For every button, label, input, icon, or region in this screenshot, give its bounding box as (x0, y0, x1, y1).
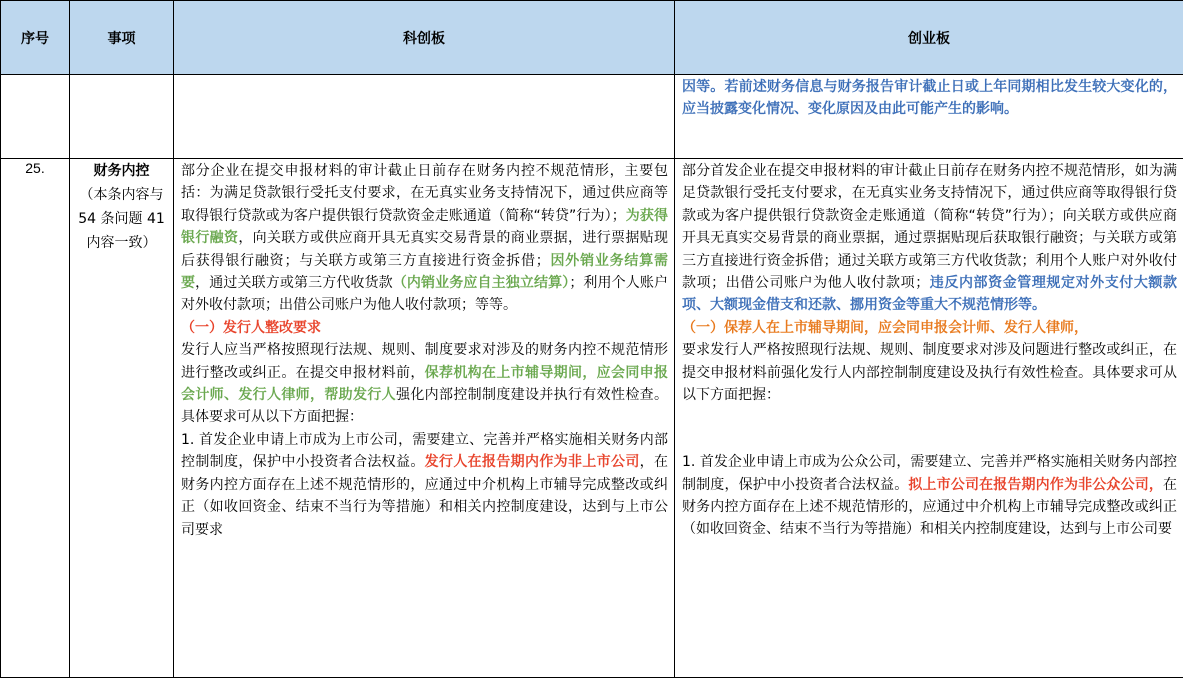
row1-chuangye-text: 因等。若前述财务信息与财务报告审计截止日或上年同期相比发生较大变化的，应当披露变化情况、变化原因及由此可能产生的影响。 (682, 79, 1177, 117)
kc-p1-b: 为获得银行融资 (181, 208, 668, 246)
kc-p2-b: 保荐机构在上市辅导期间，应会同申报会计师、发行人律师，帮助发行人 (181, 365, 668, 403)
kc-p3-b: 发行人在报告期内作为非上市公司 (425, 454, 640, 470)
cy-p1-a: 部分首发企业在提交申报材料的审计截止日前存在财务内控不规范情形，如为满足贷款银行受托支付要求，在无真实业务支持情况下，通过供应商等取得银行贷款或为客户提供银行贷款资金走账通道（简称“转贷”行为）；向关联方或供应商开具无真实交易背景的商业票据，通过票据贴现后获取银行融资；与关联方或第三方直接进行资金拆借；通过关联方或第三方代收货款；利用个人账户对外收付款项；出借公司账户为他人收付款项； (682, 163, 1177, 291)
row2-item (70, 159, 174, 678)
kc-p1-c: ，向关联方或供应商开具无真实交易背景的商业票据，进行票据贴现后获得银行融资；与关联方或第三方直接进行资金拆借； (181, 230, 668, 268)
header-row (1, 1, 1183, 75)
row1-item (70, 75, 174, 159)
kc-p2-c: 强化内部控制制度建设并执行有效性检查。具体要求可从以下方面把握： (181, 387, 668, 425)
row2-no: 25. (1, 159, 70, 678)
cy-paragraph-1 (682, 160, 1177, 317)
kc-p1-d: 因外销业务结算需要 (181, 253, 668, 291)
row1-no (1, 75, 70, 159)
kc-p2-a: 发行人应当严格按照现行法规、规则、制度要求对涉及的财务内控不规范情形进行整改或纠正。在提交申报材料前， (181, 342, 668, 380)
header-no: 序号 (1, 1, 70, 75)
cy-heading-1: （一）保荐人在上市辅导期间，应会同申报会计师、发行人律师， (682, 317, 1177, 339)
cy-p3-b: 拟上市公司在报告期内作为非公众公司， (908, 477, 1163, 493)
row1-chuangye (675, 75, 1183, 159)
kc-paragraph-1 (181, 160, 668, 317)
header-item: 事项 (70, 1, 174, 75)
row2-kechuang (174, 159, 675, 678)
kc-paragraph-3 (181, 429, 668, 541)
cy-spacer (682, 406, 1177, 451)
cy-paragraph-3 (682, 451, 1177, 541)
item-note: （本条内容与 54 条问题 41 内容一致） (74, 183, 169, 255)
table-row (1, 75, 1183, 159)
row1-kechuang (174, 75, 675, 159)
kc-heading-1: （一）发行人整改要求 (181, 317, 668, 339)
kc-p1-e: ，通过关联方或第三方代收货款 (195, 275, 393, 291)
kc-paragraph-2 (181, 339, 668, 429)
cy-p3-c: 在财务内控方面存在上述不规范情形的，应通过中介机构上市辅导完成整改或纠正（如收回资金、结束不当行为等措施）和相关内控制度建设，达到与上市公司要 (682, 477, 1177, 538)
table-row (1, 159, 1183, 678)
cy-paragraph-2: 要求发行人严格按照现行法规、规则、制度要求对涉及问题进行整改或纠正，在提交申报材料前强化发行人内部控制制度建设及执行有效性检查。具体要求可从以下方面把握： (682, 339, 1177, 406)
cy-p3-a: 1. 首发企业申请上市成为公众公司，需要建立、完善并严格实施相关财务内部控制制度，保护中小投资者合法权益。 (682, 454, 1177, 492)
kc-p3-c: ，在财务内控方面存在上述不规范情形的，应通过中介机构上市辅导完成整改或纠正（如收回资金、结束不当行为等措施）和相关内控制度建设，达到与上市公司要求 (181, 454, 668, 537)
kc-p3-a: 1. 首发企业申请上市成为上市公司，需要建立、完善并严格实施相关财务内部控制制度，保护中小投资者合法权益。 (181, 432, 668, 470)
header-chuangye: 创业板 (675, 1, 1183, 75)
kc-p1-g: ；利用个人账户对外收付款项；出借公司账户为他人收付款项；等等。 (181, 275, 668, 313)
header-kechuang: 科创板 (174, 1, 675, 75)
kc-p1-a: 部分企业在提交申报材料的审计截止日前存在财务内控不规范情形，主要包括：为满足贷款银行受托支付要求，在无真实业务支持情况下，通过供应商等取得银行贷款或为客户提供银行贷款资金走账通道（简称“转贷”行为）； (181, 163, 668, 224)
cy-p1-b: 违反内部资金管理规定对外支付大额款项、大额现金借支和还款、挪用资金等重大不规范情形等。 (682, 275, 1177, 313)
kc-p1-f: （内销业务应自主独立结算） (393, 275, 570, 291)
row2-chuangye (675, 159, 1183, 678)
item-title: 财务内控 (74, 159, 169, 183)
